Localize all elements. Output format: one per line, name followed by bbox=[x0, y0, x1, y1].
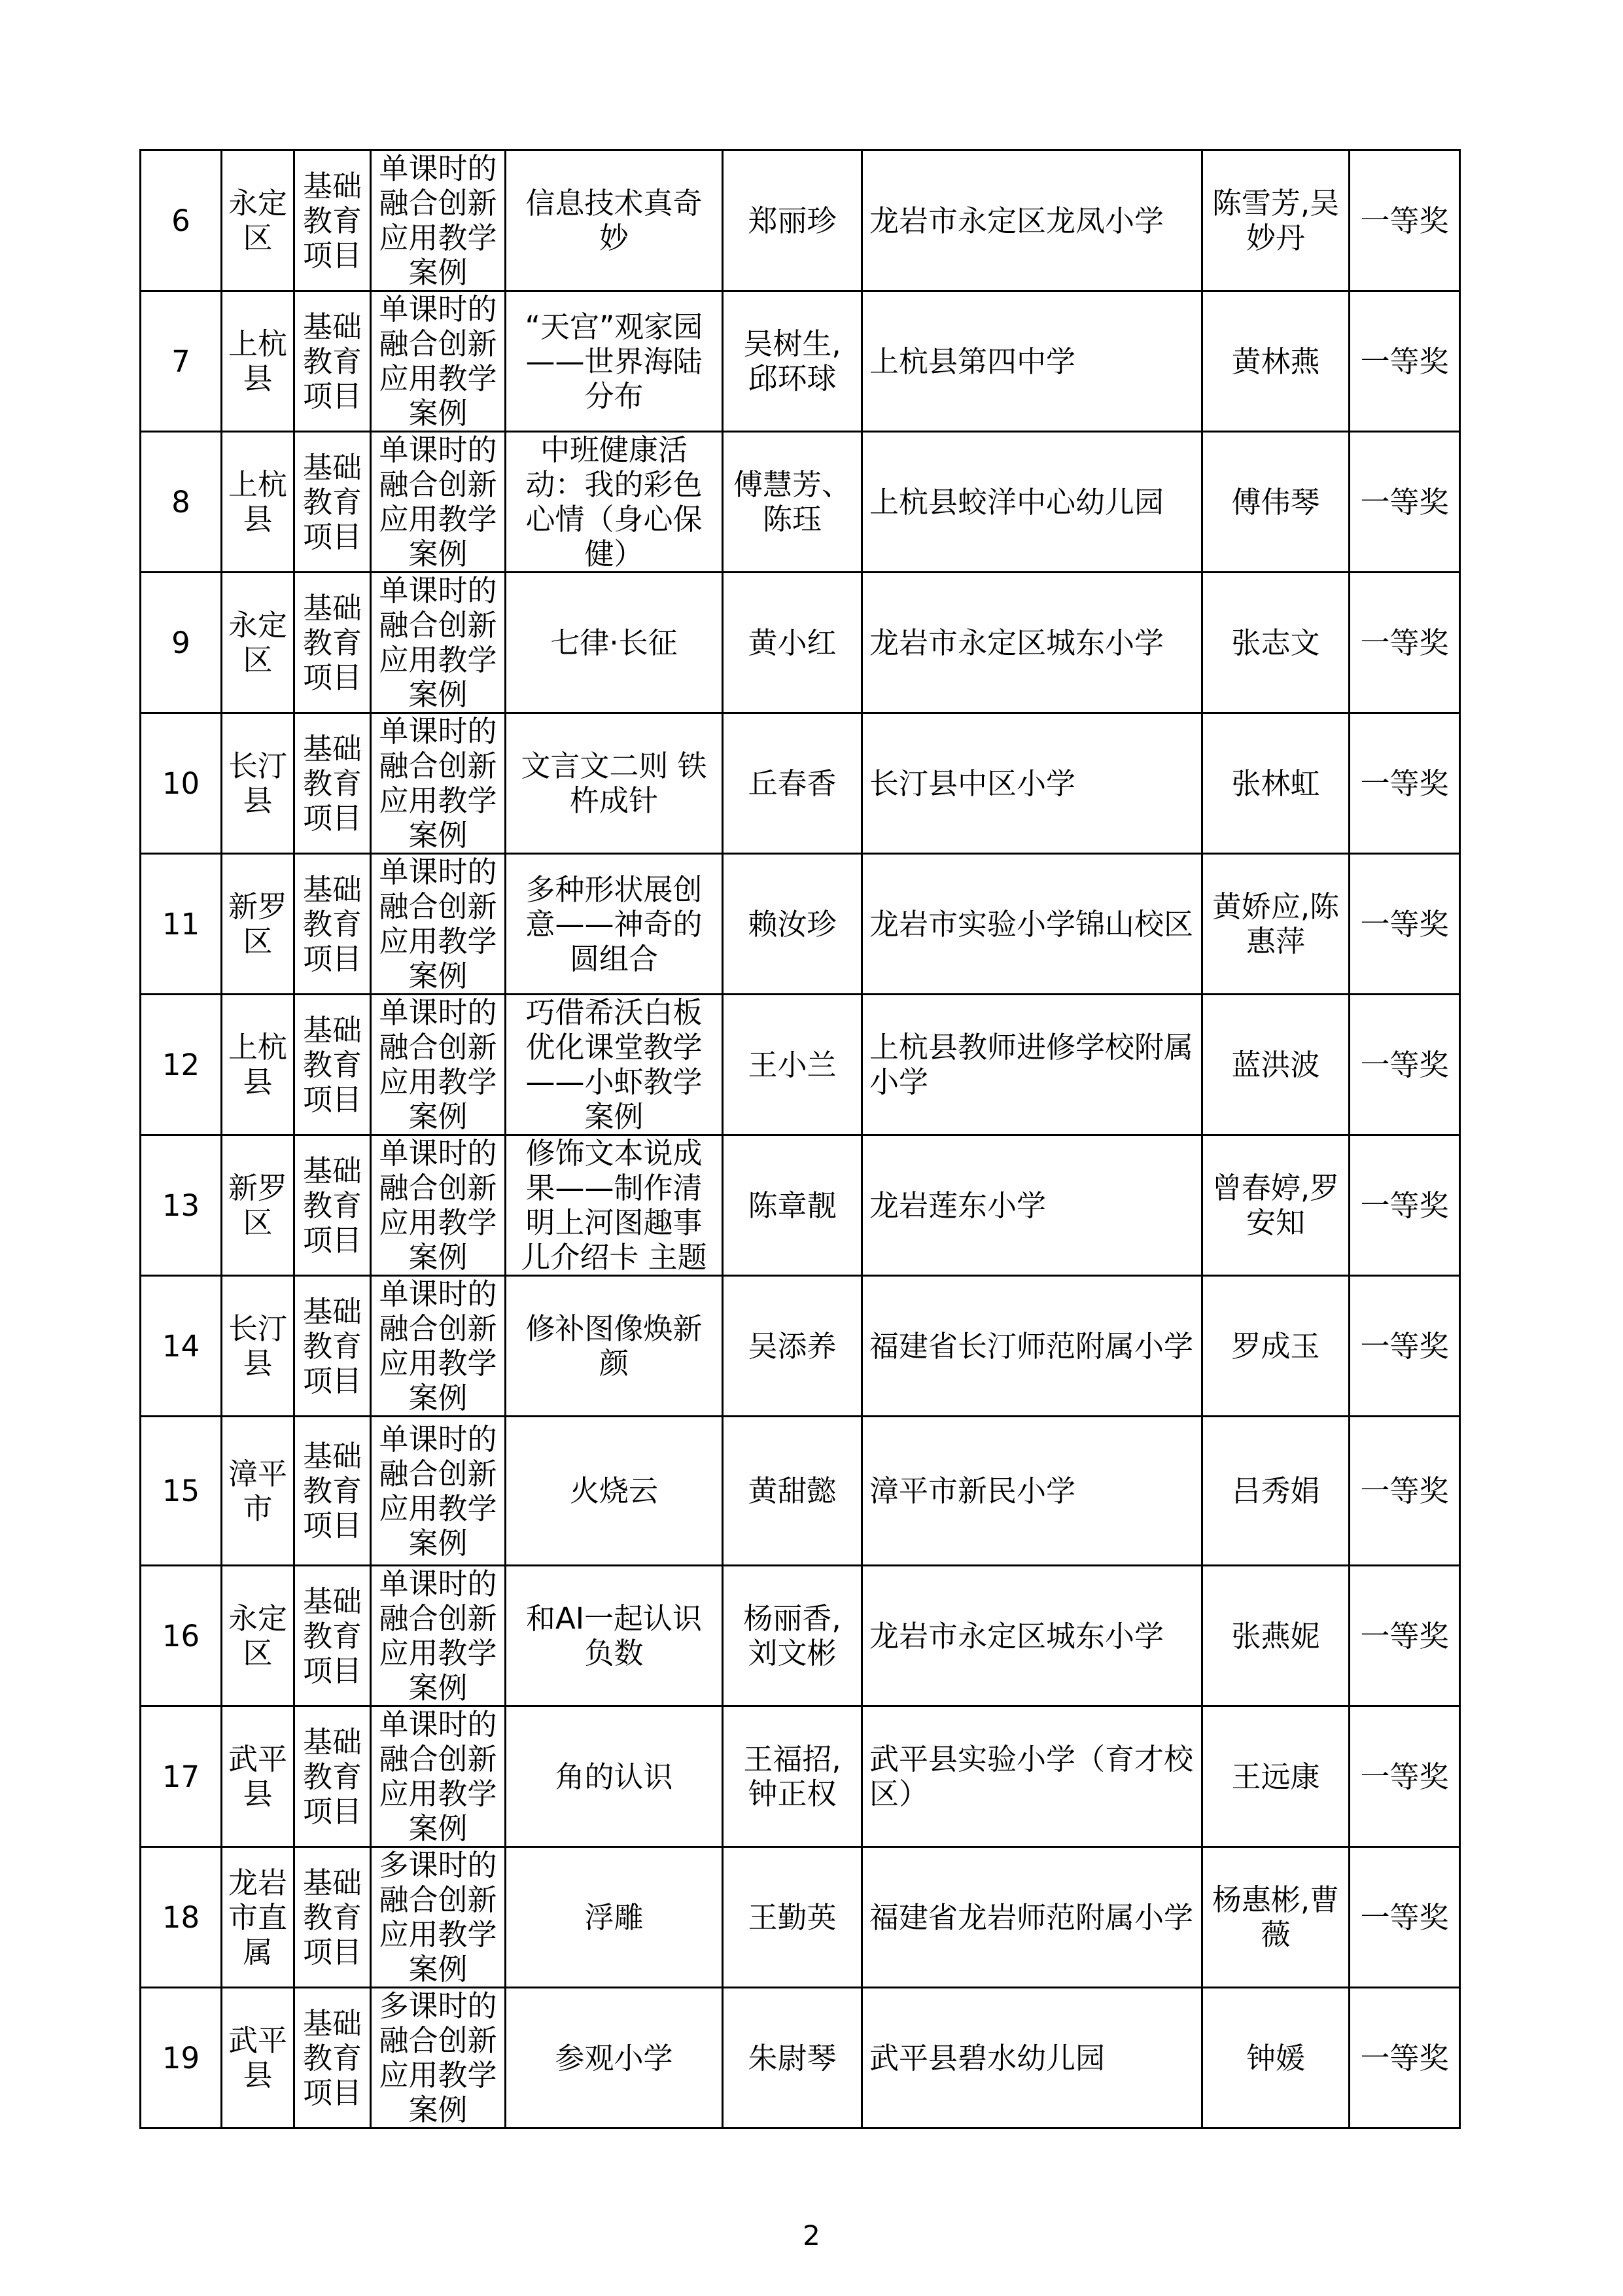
cell-project: 基础教育项目 bbox=[294, 1847, 371, 1988]
cell-region: 漳平市 bbox=[222, 1417, 294, 1566]
cell-region: 永定区 bbox=[222, 573, 294, 713]
cell-work-title: 巧借希沃白板优化课堂教学——小虾教学案例 bbox=[506, 995, 723, 1135]
cell-author: 王勤英 bbox=[723, 1847, 862, 1988]
cell-work-title: 多种形状展创意——神奇的圆组合 bbox=[506, 854, 723, 995]
cell-number: 14 bbox=[141, 1276, 222, 1417]
cell-author: 赖汝珍 bbox=[723, 854, 862, 995]
cell-project: 基础教育项目 bbox=[294, 150, 371, 291]
cell-mentor: 王远康 bbox=[1202, 1706, 1350, 1847]
cell-work-title: 修补图像焕新颜 bbox=[506, 1276, 723, 1417]
cell-school: 福建省长汀师范附属小学 bbox=[862, 1276, 1202, 1417]
cell-project: 基础教育项目 bbox=[294, 713, 371, 854]
cell-category: 单课时的融合创新应用教学案例 bbox=[371, 1706, 506, 1847]
cell-number: 15 bbox=[141, 1417, 222, 1566]
cell-region: 武平县 bbox=[222, 1706, 294, 1847]
cell-award: 一等奖 bbox=[1350, 1847, 1460, 1988]
cell-award: 一等奖 bbox=[1350, 713, 1460, 854]
cell-author: 杨丽香,刘文彬 bbox=[723, 1566, 862, 1706]
cell-category: 多课时的融合创新应用教学案例 bbox=[371, 1988, 506, 2128]
cell-school: 龙岩市永定区龙凤小学 bbox=[862, 150, 1202, 291]
cell-category: 单课时的融合创新应用教学案例 bbox=[371, 573, 506, 713]
cell-author: 王小兰 bbox=[723, 995, 862, 1135]
cell-region: 长汀县 bbox=[222, 713, 294, 854]
cell-school: 龙岩莲东小学 bbox=[862, 1135, 1202, 1276]
cell-category: 单课时的融合创新应用教学案例 bbox=[371, 1417, 506, 1566]
cell-project: 基础教育项目 bbox=[294, 1417, 371, 1566]
cell-project: 基础教育项目 bbox=[294, 1135, 371, 1276]
cell-region: 上杭县 bbox=[222, 432, 294, 573]
cell-school: 武平县碧水幼儿园 bbox=[862, 1988, 1202, 2128]
cell-author: 丘春香 bbox=[723, 713, 862, 854]
cell-project: 基础教育项目 bbox=[294, 291, 371, 432]
cell-region: 永定区 bbox=[222, 1566, 294, 1706]
cell-mentor: 蓝洪波 bbox=[1202, 995, 1350, 1135]
cell-mentor: 钟媛 bbox=[1202, 1988, 1350, 2128]
cell-award: 一等奖 bbox=[1350, 1276, 1460, 1417]
cell-project: 基础教育项目 bbox=[294, 1988, 371, 2128]
cell-region: 上杭县 bbox=[222, 291, 294, 432]
cell-work-title: 信息技术真奇妙 bbox=[506, 150, 723, 291]
cell-school: 长汀县中区小学 bbox=[862, 713, 1202, 854]
cell-number: 19 bbox=[141, 1988, 222, 2128]
cell-category: 单课时的融合创新应用教学案例 bbox=[371, 291, 506, 432]
cell-mentor: 罗成玉 bbox=[1202, 1276, 1350, 1417]
cell-award: 一等奖 bbox=[1350, 1988, 1460, 2128]
cell-work-title: 角的认识 bbox=[506, 1706, 723, 1847]
cell-number: 18 bbox=[141, 1847, 222, 1988]
cell-project: 基础教育项目 bbox=[294, 573, 371, 713]
cell-category: 单课时的融合创新应用教学案例 bbox=[371, 713, 506, 854]
cell-work-title: 和AI一起认识负数 bbox=[506, 1566, 723, 1706]
cell-region: 龙岩市直属 bbox=[222, 1847, 294, 1988]
cell-category: 单课时的融合创新应用教学案例 bbox=[371, 854, 506, 995]
cell-mentor: 黄娇应,陈惠萍 bbox=[1202, 854, 1350, 995]
cell-school: 龙岩市永定区城东小学 bbox=[862, 573, 1202, 713]
cell-award: 一等奖 bbox=[1350, 291, 1460, 432]
table-row bbox=[141, 1847, 1460, 1988]
cell-mentor: 张志文 bbox=[1202, 573, 1350, 713]
cell-work-title: 火烧云 bbox=[506, 1417, 723, 1566]
cell-work-title: 七律·长征 bbox=[506, 573, 723, 713]
cell-category: 多课时的融合创新应用教学案例 bbox=[371, 1847, 506, 1988]
table-body bbox=[141, 150, 1460, 2128]
table-row bbox=[141, 1417, 1460, 1566]
cell-project: 基础教育项目 bbox=[294, 1706, 371, 1847]
cell-award: 一等奖 bbox=[1350, 150, 1460, 291]
cell-school: 漳平市新民小学 bbox=[862, 1417, 1202, 1566]
cell-number: 6 bbox=[141, 150, 222, 291]
cell-mentor: 傅伟琴 bbox=[1202, 432, 1350, 573]
cell-author: 王福招,钟正权 bbox=[723, 1706, 862, 1847]
page-number: 2 bbox=[803, 2219, 820, 2252]
cell-number: 17 bbox=[141, 1706, 222, 1847]
table-row bbox=[141, 150, 1460, 291]
cell-mentor: 杨惠彬,曹薇 bbox=[1202, 1847, 1350, 1988]
cell-work-title: 参观小学 bbox=[506, 1988, 723, 2128]
cell-work-title: 浮雕 bbox=[506, 1847, 723, 1988]
cell-number: 7 bbox=[141, 291, 222, 432]
award-list-table bbox=[139, 149, 1461, 2129]
cell-school: 上杭县教师进修学校附属小学 bbox=[862, 995, 1202, 1135]
table-row bbox=[141, 1135, 1460, 1276]
table-row bbox=[141, 1988, 1460, 2128]
cell-award: 一等奖 bbox=[1350, 432, 1460, 573]
cell-number: 9 bbox=[141, 573, 222, 713]
cell-region: 上杭县 bbox=[222, 995, 294, 1135]
cell-school: 武平县实验小学（育才校区） bbox=[862, 1706, 1202, 1847]
cell-mentor: 曾春婷,罗安知 bbox=[1202, 1135, 1350, 1276]
cell-award: 一等奖 bbox=[1350, 1566, 1460, 1706]
cell-mentor: 张燕妮 bbox=[1202, 1566, 1350, 1706]
cell-category: 单课时的融合创新应用教学案例 bbox=[371, 432, 506, 573]
cell-author: 郑丽珍 bbox=[723, 150, 862, 291]
cell-award: 一等奖 bbox=[1350, 995, 1460, 1135]
cell-mentor: 陈雪芳,吴妙丹 bbox=[1202, 150, 1350, 291]
cell-author: 傅慧芳、陈珏 bbox=[723, 432, 862, 573]
cell-author: 朱尉琴 bbox=[723, 1988, 862, 2128]
cell-number: 8 bbox=[141, 432, 222, 573]
cell-work-title: 修饰文本说成果——制作清明上河图趣事儿介绍卡 主题 bbox=[506, 1135, 723, 1276]
cell-school: 龙岩市实验小学锦山校区 bbox=[862, 854, 1202, 995]
cell-mentor: 张林虹 bbox=[1202, 713, 1350, 854]
table-row bbox=[141, 291, 1460, 432]
table-row bbox=[141, 1566, 1460, 1706]
cell-work-title: 中班健康活动：我的彩色心情（身心保健） bbox=[506, 432, 723, 573]
cell-award: 一等奖 bbox=[1350, 1135, 1460, 1276]
table-row bbox=[141, 995, 1460, 1135]
table-row bbox=[141, 573, 1460, 713]
cell-region: 长汀县 bbox=[222, 1276, 294, 1417]
cell-author: 黄小红 bbox=[723, 573, 862, 713]
cell-school: 上杭县蛟洋中心幼儿园 bbox=[862, 432, 1202, 573]
cell-author: 黄甜懿 bbox=[723, 1417, 862, 1566]
cell-project: 基础教育项目 bbox=[294, 854, 371, 995]
cell-project: 基础教育项目 bbox=[294, 1276, 371, 1417]
cell-author: 陈章靓 bbox=[723, 1135, 862, 1276]
cell-school: 福建省龙岩师范附属小学 bbox=[862, 1847, 1202, 1988]
cell-number: 13 bbox=[141, 1135, 222, 1276]
cell-number: 16 bbox=[141, 1566, 222, 1706]
cell-category: 单课时的融合创新应用教学案例 bbox=[371, 995, 506, 1135]
table-row bbox=[141, 1706, 1460, 1847]
cell-work-title: “天宫”观家园——世界海陆分布 bbox=[506, 291, 723, 432]
cell-school: 龙岩市永定区城东小学 bbox=[862, 1566, 1202, 1706]
cell-region: 新罗区 bbox=[222, 1135, 294, 1276]
cell-mentor: 黄林燕 bbox=[1202, 291, 1350, 432]
cell-project: 基础教育项目 bbox=[294, 432, 371, 573]
table-row bbox=[141, 1276, 1460, 1417]
table-row bbox=[141, 854, 1460, 995]
cell-author: 吴添养 bbox=[723, 1276, 862, 1417]
cell-category: 单课时的融合创新应用教学案例 bbox=[371, 150, 506, 291]
cell-region: 武平县 bbox=[222, 1988, 294, 2128]
cell-award: 一等奖 bbox=[1350, 573, 1460, 713]
cell-number: 11 bbox=[141, 854, 222, 995]
table-row bbox=[141, 713, 1460, 854]
cell-school: 上杭县第四中学 bbox=[862, 291, 1202, 432]
cell-work-title: 文言文二则 铁杵成针 bbox=[506, 713, 723, 854]
cell-award: 一等奖 bbox=[1350, 1706, 1460, 1847]
cell-region: 新罗区 bbox=[222, 854, 294, 995]
cell-award: 一等奖 bbox=[1350, 854, 1460, 995]
cell-category: 单课时的融合创新应用教学案例 bbox=[371, 1566, 506, 1706]
table-row bbox=[141, 432, 1460, 573]
cell-region: 永定区 bbox=[222, 150, 294, 291]
cell-author: 吴树生,邱环球 bbox=[723, 291, 862, 432]
cell-project: 基础教育项目 bbox=[294, 1566, 371, 1706]
cell-project: 基础教育项目 bbox=[294, 995, 371, 1135]
cell-award: 一等奖 bbox=[1350, 1417, 1460, 1566]
cell-mentor: 吕秀娟 bbox=[1202, 1417, 1350, 1566]
cell-number: 12 bbox=[141, 995, 222, 1135]
cell-number: 10 bbox=[141, 713, 222, 854]
cell-category: 单课时的融合创新应用教学案例 bbox=[371, 1276, 506, 1417]
cell-category: 单课时的融合创新应用教学案例 bbox=[371, 1135, 506, 1276]
